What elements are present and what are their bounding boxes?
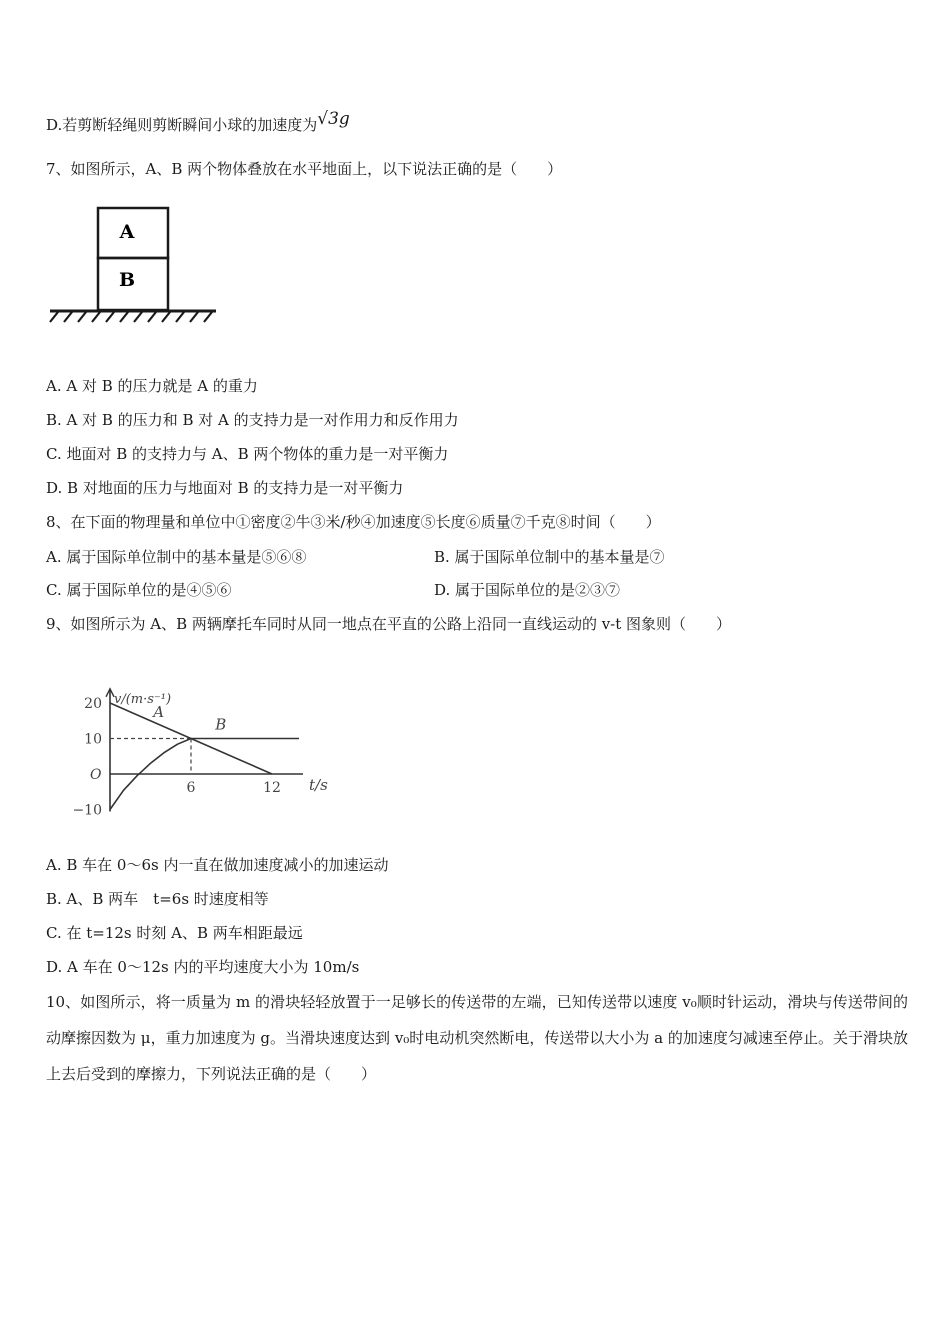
block-a-label: A (119, 221, 135, 243)
q7-option-b: B. A 对 B 的压力和 B 对 A 的支持力是一对作用力和反作用力 (46, 411, 459, 429)
x-axis-label: t/s (309, 776, 328, 794)
q6-option-d (46, 109, 350, 136)
q7-figure (44, 204, 224, 334)
q8-option-b: B. 属于国际单位制中的基本量是⑦ (434, 548, 665, 566)
q7-stem: 7、如图所示，A、B 两个物体叠放在水平地面上，以下说法正确的是（ ） (46, 160, 563, 178)
ground-hatching (50, 312, 212, 322)
q7-option-a: A. A 对 B 的压力就是 A 的重力 (46, 377, 258, 395)
q8-stem: 8、在下面的物理量和单位中①密度②牛③米/秒④加速度⑤长度⑥质量⑦千克⑧时间（ ） (46, 513, 661, 531)
q6-option-d-formula: √3g (317, 109, 350, 129)
series-a-label: A (153, 703, 165, 722)
y-tick-label: −10 (72, 802, 102, 819)
q9-option-c: C. 在 t=12s 时刻 A、B 两车相距最远 (46, 924, 303, 942)
x-tick-label: 12 (263, 780, 281, 796)
origin-label: O (90, 767, 102, 783)
q9-stem: 9、如图所示为 A、B 两辆摩托车同时从同一地点在平直的公路上沿同一直线运动的 v-t 图象则（ ） (46, 615, 732, 633)
x-tick-label: 6 (186, 780, 196, 796)
q9-option-b: B. A、B 两车 t=6s 时速度相等 (46, 890, 269, 908)
q9-option-a: A. B 车在 0～6s 内一直在做加速度减小的加速运动 (46, 856, 389, 874)
q6-option-d-text: D.若剪断轻绳则剪断瞬间小球的加速度为 (46, 116, 318, 134)
q9-vt-chart (70, 656, 360, 836)
q10-text: 10、如图所示，将一质量为 m 的滑块轻轻放置于一足够长的传送带的左端，已知传送带以速度 v₀顺时针运动，滑块与传送带间的动摩擦因数为 μ，重力加速度为 g。当滑块速度达到 v₀时电动机突然断电，传送带以大小为 a 的加速度匀减速至停止。关于滑块放上去后受到的摩擦力，下列说法正确的是（ ） (46, 993, 908, 1083)
q8-option-a: A. 属于国际单位制中的基本量是⑤⑥⑧ (46, 548, 307, 566)
q7-option-c: C. 地面对 B 的支持力与 A、B 两个物体的重力是一对平衡力 (46, 445, 449, 463)
y-axis-label: v/(m·s⁻¹) (114, 691, 172, 707)
q9-option-d: D. A 车在 0～12s 内的平均速度大小为 10m/s (46, 958, 360, 976)
series-b-label: B (215, 715, 227, 734)
y-tick-label: 20 (84, 696, 102, 712)
q8-option-d: D. 属于国际单位的是②③⑦ (434, 581, 621, 599)
q7-option-d: D. B 对地面的压力与地面对 B 的支持力是一对平衡力 (46, 479, 404, 497)
block-b-label: B (118, 269, 136, 291)
y-tick-label: 10 (84, 731, 102, 748)
q8-option-c: C. 属于国际单位的是④⑤⑥ (46, 581, 232, 599)
